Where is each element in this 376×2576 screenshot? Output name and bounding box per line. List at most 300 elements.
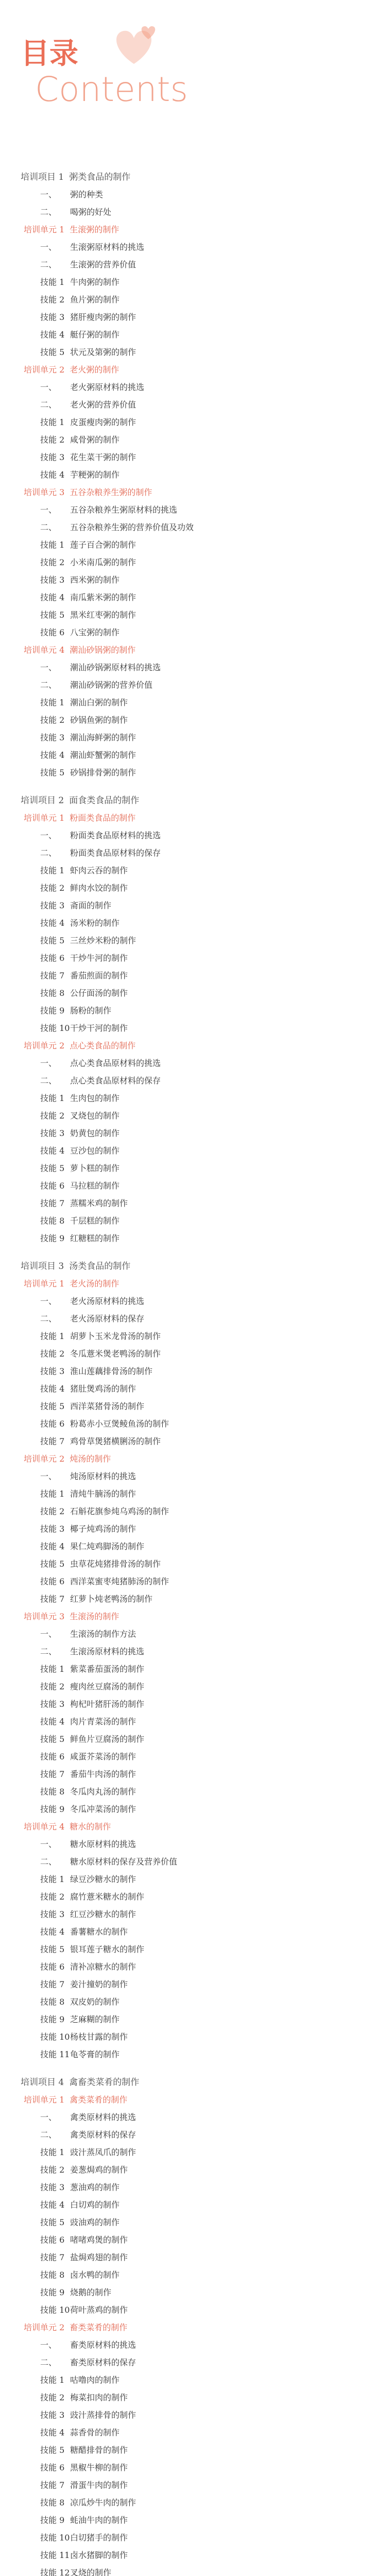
- toc-entry-title: 果仁炖鸡脚汤的制作: [70, 1541, 145, 1551]
- toc-entry-label: [21, 2013, 119, 2025]
- toc-entry-prefix: 技能 8: [40, 1997, 65, 2007]
- toc-entry-label: [21, 2321, 127, 2333]
- toc-entry-prefix: 一、: [40, 190, 57, 199]
- toc-entry-title: 汤类食品的制作: [69, 1261, 131, 1272]
- toc-entry-title: 豆沙包的制作: [70, 1146, 120, 1156]
- toc-entry-title: 炖汤原材料的挑选: [70, 1471, 136, 1481]
- toc-entry-title: 咸蛋芥菜汤的制作: [70, 1752, 136, 1761]
- toc-entry-title: 老火粥的营养价值: [70, 400, 136, 410]
- toc-entry-prefix: 技能 6: [40, 1419, 65, 1429]
- toc-entry-title: 粥的种类: [70, 190, 104, 199]
- toc-entry-prefix: 技能 3: [40, 1128, 65, 1138]
- toc-entry-prefix: 培训单元 4: [24, 1822, 65, 1832]
- toc-entry-title: 滑蛋牛肉的制作: [70, 2480, 128, 2490]
- toc-entry-label: [21, 276, 119, 287]
- toc-entry-prefix: 技能 5: [40, 936, 65, 945]
- toc-entry-label: [21, 1144, 119, 1156]
- toc-entry-prefix: 技能 5: [40, 1734, 65, 1744]
- toc-entry-prefix: 培训单元 2: [24, 2323, 65, 2332]
- toc-entry-label: [21, 1004, 111, 1016]
- toc-entry-label: [21, 882, 128, 893]
- toc-entry-prefix: 培训项目 3: [21, 1261, 64, 1272]
- toc-entry-title: 蒸糯米鸡的制作: [70, 1198, 128, 1208]
- toc-entry-prefix: 技能 4: [40, 918, 65, 928]
- toc-entry-title: 汤米粉的制作: [70, 918, 120, 928]
- toc-entry-title: 胡萝卜玉米龙骨汤的制作: [70, 1331, 161, 1341]
- toc-entry-prefix: 培训项目 2: [21, 795, 64, 806]
- toc-entry-prefix: 技能 5: [40, 2217, 65, 2227]
- toc-entry-label: [21, 899, 111, 911]
- toc-entry-label: [21, 1820, 111, 1832]
- toc-entry-prefix: 一、: [40, 831, 57, 840]
- toc-entry-title: 叉烧包的制作: [70, 1111, 120, 1121]
- toc-entry-title: 杨枝甘露的制作: [70, 2032, 128, 2042]
- toc-entry-label: [21, 2514, 128, 2526]
- toc-entry-prefix: 二、: [40, 2130, 57, 2140]
- toc-entry-prefix: 技能 4: [40, 1717, 65, 1726]
- toc-entry-prefix: 培训单元 4: [24, 645, 65, 655]
- toc-entry-prefix: 技能 4: [40, 2200, 65, 2210]
- toc-entry-title: 鸡骨草煲猪横脷汤的制作: [70, 1436, 161, 1446]
- toc-entry-label: [21, 1127, 119, 1139]
- toc-entry-prefix: 技能 3: [40, 2182, 65, 2192]
- toc-entry-prefix: 技能 4: [40, 2428, 65, 2437]
- toc-entry-title: 清炖牛腩汤的制作: [70, 1489, 136, 1499]
- toc-entry-title: 喝粥的好处: [70, 207, 112, 217]
- toc-entry-title: 砂锅鱼粥的制作: [70, 715, 128, 725]
- table-of-contents: [21, 155, 355, 2576]
- toc-entry-prefix: 技能 1: [40, 2147, 65, 2157]
- toc-entry-prefix: 技能 4: [40, 592, 65, 602]
- toc-entry-prefix: 技能 5: [40, 1944, 65, 1954]
- toc-entry-prefix: 技能 6: [40, 2463, 65, 2472]
- toc-entry-prefix: 技能 6: [40, 1181, 65, 1191]
- toc-entry-prefix: 技能 2: [40, 883, 65, 893]
- toc-entry-label: [21, 2286, 111, 2298]
- toc-entry-title: 葱油鸡的制作: [70, 2182, 120, 2192]
- toc-entry-label: [21, 2181, 119, 2193]
- toc-entry-label: [21, 1197, 128, 1209]
- toc-entry-title: 龟苓膏的制作: [70, 2049, 120, 2059]
- toc-entry-title: 老火粥的制作: [70, 365, 119, 375]
- toc-entry-label: [21, 1978, 128, 1990]
- toc-entry-prefix: 技能 5: [40, 1559, 65, 1569]
- toc-entry-label: [21, 1995, 119, 2007]
- toc-entry-title: 公仔面汤的制作: [70, 988, 128, 998]
- toc-entry-title: 艇仔粥的制作: [70, 330, 120, 340]
- toc-entry-prefix: 技能 12: [40, 2568, 70, 2576]
- toc-entry-prefix: 技能 8: [40, 1787, 65, 1797]
- toc-entry-title: 点心类食品原材料的保存: [70, 1076, 161, 1086]
- toc-entry-title: 芋粳粥的制作: [70, 470, 120, 480]
- toc-entry-title: 莲子百合粥的制作: [70, 540, 136, 550]
- toc-entry-prefix: 技能 3: [40, 2410, 65, 2420]
- toc-entry-title: 蒜香骨的制作: [70, 2428, 120, 2437]
- toc-entry-title: 粉葛赤小豆煲鲮鱼汤的制作: [70, 1419, 169, 1429]
- toc-entry-prefix: 一、: [40, 1471, 57, 1481]
- toc-entry-title: 豉油鸡的制作: [70, 2217, 120, 2227]
- toc-entry-label: [21, 1214, 119, 1226]
- toc-entry-label: [21, 864, 128, 876]
- toc-entry-title: 五谷杂粮养生粥的营养价值及功效: [70, 522, 194, 532]
- toc-entry-label: [21, 2426, 119, 2438]
- toc-entry-label: [21, 1259, 130, 1272]
- toc-entry-prefix: 技能 4: [40, 330, 65, 340]
- toc-entry-title: 老火汤原材料的挑选: [70, 1296, 145, 1306]
- toc-entry-title: 生滚粥的制作: [70, 225, 119, 234]
- toc-entry-prefix: 技能 8: [40, 2270, 65, 2280]
- toc-entry-label: [21, 2093, 127, 2105]
- toc-entry-label: [21, 2030, 128, 2042]
- toc-entry-label: [21, 2216, 119, 2228]
- toc-entry-title: 生滚粥原材料的挑选: [70, 242, 145, 252]
- toc-entry-prefix: 一、: [40, 1629, 57, 1639]
- toc-entry-title: 虾肉云吞的制作: [70, 866, 128, 875]
- toc-entry-title: 紫菜番茄蛋汤的制作: [70, 1664, 145, 1674]
- toc-entry-title: 南瓜紫米粥的制作: [70, 592, 136, 602]
- toc-entry-prefix: 技能 2: [40, 435, 65, 445]
- toc-entry-title: 潮汕虾蟹粥的制作: [70, 750, 136, 760]
- toc-entry-prefix: 技能 5: [40, 610, 65, 620]
- toc-entry-prefix: 技能 5: [40, 1163, 65, 1173]
- toc-entry-label: [21, 2163, 128, 2175]
- toc-entry-title: 冬瓜冲菜汤的制作: [70, 1804, 136, 1814]
- toc-entry-title: 豉汁蒸排骨的制作: [70, 2410, 136, 2420]
- toc-entry-prefix: 技能 2: [40, 1892, 65, 1902]
- toc-entry-title: 番茄煎面的制作: [70, 971, 128, 980]
- toc-entry-title: 炖汤的制作: [70, 1454, 111, 1464]
- toc-entry-title: 石斛花旗参炖乌鸡汤的制作: [70, 1506, 169, 1516]
- toc-entry-title: 姜葱焗鸡的制作: [70, 2165, 128, 2175]
- toc-entry-label: [21, 1277, 119, 1289]
- toc-entry-prefix: 技能 2: [40, 1682, 65, 1691]
- toc-entry-prefix: 技能 6: [40, 2235, 65, 2245]
- toc-entry-label: [21, 1109, 119, 1121]
- toc-entry-prefix: 二、: [40, 1647, 57, 1656]
- toc-entry-prefix: 技能 2: [40, 1506, 65, 1516]
- toc-entry-label: [21, 328, 119, 340]
- toc-entry-prefix: 技能 1: [40, 2375, 65, 2385]
- toc-entry-prefix: 技能 5: [40, 2445, 65, 2455]
- toc-entry-title: 花生菜干粥的制作: [70, 452, 136, 462]
- toc-entry-prefix: 培训项目 1: [21, 172, 64, 182]
- toc-entry-title: 肠粉的制作: [70, 1006, 112, 1015]
- toc-entry-prefix: 技能 2: [40, 557, 65, 567]
- toc-entry-prefix: 一、: [40, 1296, 57, 1306]
- toc-entry-label: [21, 917, 119, 928]
- toc-entry-prefix: 二、: [40, 848, 57, 858]
- toc-entry-label: [21, 2479, 128, 2490]
- toc-entry-title: 姜汁撞奶的制作: [70, 1979, 128, 1989]
- toc-entry-prefix: 技能 4: [40, 1146, 65, 1156]
- toc-entry-title: 潮汕砂锅粥的营养价值: [70, 680, 153, 690]
- toc-entry-prefix: 一、: [40, 2340, 57, 2350]
- toc-entry-title: 奶黄包的制作: [70, 1128, 120, 1138]
- toc-entry-prefix: 二、: [40, 207, 57, 217]
- toc-entry-prefix: 技能 8: [40, 2498, 65, 2507]
- toc-entry-title: 腐竹薏米糖水的制作: [70, 1892, 145, 1902]
- toc-entry-prefix: 技能 1: [40, 1489, 65, 1499]
- toc-entry-title: 双皮奶的制作: [70, 1997, 120, 2007]
- toc-entry-label: [21, 714, 128, 725]
- toc-entry-prefix: 培训单元 1: [24, 1279, 65, 1289]
- toc-entry-title: 盐焗鸡翅的制作: [70, 2252, 128, 2262]
- toc-entry-prefix: 技能 3: [40, 901, 65, 910]
- toc-entry-title: 番茄牛肉汤的制作: [70, 1769, 136, 1779]
- toc-entry-title: 畜类菜肴的制作: [70, 2323, 128, 2332]
- toc-entry-prefix: 二、: [40, 1076, 57, 1086]
- toc-entry-title: 老火汤的制作: [70, 1279, 119, 1289]
- toc-entry-title: 西洋菜猪骨汤的制作: [70, 1401, 145, 1411]
- toc-entry-prefix: 二、: [40, 400, 57, 410]
- toc-entry-prefix: 技能 10: [40, 2305, 70, 2315]
- toc-entry-title: 五谷杂粮养生粥原材料的挑选: [70, 505, 178, 515]
- toc-entry-title: 芝麻糊的制作: [70, 2014, 120, 2024]
- toc-entry-title: 糖醋排骨的制作: [70, 2445, 128, 2455]
- toc-entry-prefix: 技能 7: [40, 1594, 65, 1604]
- toc-entry-title: 千层糕的制作: [70, 1216, 120, 1226]
- toc-entry-prefix: 技能 1: [40, 1331, 65, 1341]
- toc-entry-prefix: 技能 4: [40, 1384, 65, 1394]
- toc-entry-prefix: 二、: [40, 2358, 57, 2367]
- page-title: 目录: [21, 37, 78, 71]
- toc-entry-title: 牛肉粥的制作: [70, 277, 120, 287]
- toc-entry-prefix: 技能 3: [40, 1909, 65, 1919]
- toc-entry-title: 清补凉糖水的制作: [70, 1962, 136, 1972]
- toc-entry-title: 点心类食品原材料的挑选: [70, 1058, 161, 1068]
- toc-entry-label: [21, 696, 128, 708]
- toc-entry-title: 八宝粥的制作: [70, 628, 120, 637]
- toc-entry-label: [21, 1232, 119, 1244]
- toc-entry-prefix: 技能 11: [40, 2550, 70, 2560]
- toc-entry-title: 鲜肉水饺的制作: [70, 883, 128, 893]
- toc-entry-prefix: 技能 3: [40, 575, 65, 585]
- toc-entry-title: 西米粥的制作: [70, 575, 120, 585]
- toc-entry-title: 鱼片粥的制作: [70, 295, 120, 304]
- toc-entry-label: [21, 573, 119, 585]
- toc-entry-title: 虫草花炖猪排骨汤的制作: [70, 1559, 161, 1569]
- toc-entry-prefix: 技能 2: [40, 2165, 65, 2175]
- toc-entry-prefix: 技能 4: [40, 470, 65, 480]
- toc-entry-label: [21, 2048, 119, 2060]
- toc-entry-prefix: 培训项目 4: [21, 2077, 64, 2088]
- toc-entry-prefix: 技能 1: [40, 866, 65, 875]
- toc-entry-prefix: 技能 9: [40, 2014, 65, 2024]
- toc-entry-title: 冬瓜肉丸汤的制作: [70, 1787, 136, 1797]
- toc-entry-prefix: 技能 7: [40, 2252, 65, 2262]
- toc-entry-title: 黑米红枣粥的制作: [70, 610, 136, 620]
- toc-entry-prefix: 技能 9: [40, 2515, 65, 2525]
- toc-entry-prefix: 技能 7: [40, 2480, 65, 2490]
- toc-entry-prefix: 一、: [40, 2112, 57, 2122]
- toc-entry-prefix: 技能 6: [40, 953, 65, 963]
- toc-entry-title: 梅菜扣肉的制作: [70, 2393, 128, 2402]
- toc-entry-label: [21, 2461, 128, 2473]
- toc-entry-title: 潮汕白粥的制作: [70, 698, 128, 707]
- toc-entry-title: 状元及第粥的制作: [70, 347, 136, 357]
- toc-entry-page: [142, 0, 355, 2576]
- toc-entry-label: [21, 1022, 128, 1033]
- toc-entry-title: 凉瓜炒牛肉的制作: [70, 2498, 136, 2507]
- toc-entry-title: 干炒干河的制作: [70, 1023, 128, 1033]
- toc-entry-prefix: 技能 3: [40, 1699, 65, 1709]
- toc-entry-title: 禽类菜肴的制作: [70, 2095, 128, 2105]
- toc-entry-title: 冬瓜薏米煲老鸭汤的制作: [70, 1349, 161, 1359]
- toc-entry-title: 禽类原材料的保存: [70, 2130, 136, 2140]
- toc-entry-prefix: 技能 10: [40, 1023, 70, 1033]
- toc-entry-title: 萝卜糕的制作: [70, 1163, 120, 1173]
- toc-entry-title: 粉面类食品的制作: [70, 813, 136, 823]
- toc-entry-prefix: 一、: [40, 505, 57, 515]
- toc-entry-title: 黑椒牛柳的制作: [70, 2463, 128, 2472]
- toc-entry-label: [21, 1162, 119, 1174]
- toc-entry-label: [21, 987, 128, 998]
- toc-entry-prefix: 技能 9: [40, 1006, 65, 1015]
- toc-entry-prefix: 培训单元 1: [24, 225, 65, 234]
- toc-entry-prefix: 培训单元 2: [24, 365, 65, 375]
- toc-entry-prefix: 培训单元 3: [24, 487, 65, 497]
- toc-entry-prefix: 一、: [40, 242, 57, 252]
- toc-entry-title: 番薯糖水的制作: [70, 1927, 128, 1937]
- toc-entry-prefix: 技能 5: [40, 768, 65, 777]
- toc-entry-title: 红萝卜炖老鸭汤的制作: [70, 1594, 153, 1604]
- toc-entry-title: 肉片青菜汤的制作: [70, 1717, 136, 1726]
- toc-entry-title: 椰子炖鸡汤的制作: [70, 1524, 136, 1534]
- toc-entry-prefix: 培训单元 3: [24, 1612, 65, 1621]
- toc-entry-prefix: 技能 2: [40, 295, 65, 304]
- toc-entry-title: 糖水原材料的挑选: [70, 1839, 136, 1849]
- toc-entry-label: [21, 2198, 119, 2210]
- toc-entry-title: 生滚汤原材料的挑选: [70, 1647, 145, 1656]
- toc-entry-prefix: 技能 11: [40, 2049, 70, 2059]
- toc-entry-title: 三丝炒米粉的制作: [70, 936, 136, 945]
- toc-entry-prefix: 技能 3: [40, 1366, 65, 1376]
- toc-entry-prefix: 二、: [40, 522, 57, 532]
- toc-entry-title: 五谷杂粮养生粥的制作: [70, 487, 152, 497]
- toc-entry-prefix: 一、: [40, 1839, 57, 1849]
- toc-entry-label: [21, 1610, 119, 1622]
- toc-entry-prefix: 技能 7: [40, 1979, 65, 1989]
- toc-entry-label: [21, 293, 119, 305]
- toc-entry-label: [21, 2303, 128, 2315]
- toc-entry-title: 面食类食品的制作: [69, 795, 140, 806]
- toc-entry-title: 卤水鸭的制作: [70, 2270, 120, 2280]
- page-subtitle: Contents: [35, 70, 188, 109]
- toc-entry-prefix: 技能 10: [40, 2032, 70, 2042]
- toc-entry-prefix: 技能 4: [40, 1927, 65, 1937]
- toc-entry-title: 糖水的制作: [70, 1822, 111, 1832]
- toc-entry-title: 禽类原材料的挑选: [70, 2112, 136, 2122]
- toc-entry-label: [21, 223, 119, 235]
- toc-entry-title: 畜类原材料的保存: [70, 2358, 136, 2367]
- toc-entry-title: 鲜鱼片豆腐汤的制作: [70, 1734, 145, 1744]
- toc-entry-title: 啫啫鸡煲的制作: [70, 2235, 128, 2245]
- toc-entry-label: [21, 2391, 128, 2403]
- toc-entry-label: [21, 2531, 128, 2543]
- toc-entry-prefix: 二、: [40, 1314, 57, 1324]
- toc-entry-prefix: 技能 1: [40, 1874, 65, 1884]
- toc-entry-prefix: 技能 3: [40, 452, 65, 462]
- toc-entry-title: 潮汕海鲜粥的制作: [70, 733, 136, 742]
- toc-entry-title: 粉面类食品原材料的挑选: [70, 831, 161, 840]
- toc-entry-prefix: 技能 6: [40, 1577, 65, 1586]
- toc-entry-prefix: 技能 3: [40, 733, 65, 742]
- toc-entry-title: 糖水原材料的保存及营养价值: [70, 1857, 178, 1867]
- toc-entry-title: 生肉包的制作: [70, 1093, 120, 1103]
- toc-entry-title: 皮蛋瘦肉粥的制作: [70, 417, 136, 427]
- toc-entry-label: [21, 952, 128, 963]
- toc-entry-prefix: 一、: [40, 382, 57, 392]
- toc-entry-title: 点心类食品的制作: [70, 1041, 136, 1050]
- toc-entry-prefix: 技能 1: [40, 417, 65, 427]
- toc-entry-title: 禽畜类菜肴的制作: [69, 2077, 140, 2088]
- toc-entry-prefix: 技能 7: [40, 1198, 65, 1208]
- toc-entry-label: [21, 2268, 119, 2280]
- toc-entry-title: 淮山莲藕排骨汤的制作: [70, 1366, 153, 1376]
- toc-entry-label: [21, 1452, 111, 1464]
- toc-entry-prefix: 技能 9: [40, 1233, 65, 1243]
- toc-entry-prefix: 一、: [40, 1058, 57, 1068]
- toc-entry-label: [21, 1179, 119, 1191]
- toc-entry-label: [21, 2374, 119, 2385]
- toc-entry-prefix: 培训单元 2: [24, 1454, 65, 1464]
- toc-entry-prefix: 技能 2: [40, 1349, 65, 1359]
- toc-entry-title: 叉烧的制作: [70, 2568, 112, 2576]
- toc-entry-title: 咸骨粥的制作: [70, 435, 120, 445]
- toc-entry-title: 咕噜肉的制作: [70, 2375, 120, 2385]
- toc-entry-title: 荷叶蒸鸡的制作: [70, 2305, 128, 2315]
- toc-entry-prefix: 技能 3: [40, 312, 65, 322]
- toc-entry-label: [21, 2233, 128, 2245]
- toc-entry-label: [21, 468, 119, 480]
- toc-entry-prefix: 培训单元 1: [24, 813, 65, 823]
- toc-entry-title: 猪肝瘦肉粥的制作: [70, 312, 136, 322]
- toc-entry-prefix: 技能 2: [40, 1111, 65, 1121]
- toc-entry-label: [21, 969, 128, 981]
- toc-entry-prefix: 技能 7: [40, 1769, 65, 1779]
- toc-entry-label: [21, 626, 119, 638]
- toc-entry-title: 绿豆沙糖水的制作: [70, 1874, 136, 1884]
- toc-entry-prefix: 技能 8: [40, 1216, 65, 1226]
- toc-entry-title: 粉面类食品原材料的保存: [70, 848, 161, 858]
- toc-entry-title: 瘦肉丝豆腐汤的制作: [70, 1682, 145, 1691]
- toc-entry-title: 老火汤原材料的保存: [70, 1314, 145, 1324]
- toc-entry-prefix: 技能 6: [40, 628, 65, 637]
- toc-entry-prefix: 技能 1: [40, 1093, 65, 1103]
- toc-entry-title: 砂锅排骨粥的制作: [70, 768, 136, 777]
- toc-entry-prefix: 技能 1: [40, 1664, 65, 1674]
- toc-entry-title: 蚝油牛肉的制作: [70, 2515, 128, 2525]
- toc-entry-title: 潮汕砂锅粥的制作: [70, 645, 136, 655]
- toc-entry-prefix: 二、: [40, 1857, 57, 1867]
- toc-entry-prefix: 技能 6: [40, 1752, 65, 1761]
- toc-entry-title: 生滚汤的制作: [70, 1612, 119, 1621]
- toc-entry-label: [21, 1925, 128, 1937]
- toc-entry-prefix: 技能 6: [40, 1962, 65, 1972]
- toc-entry-prefix: 培训单元 2: [24, 1041, 65, 1050]
- toc-entry-title: 粥类食品的制作: [69, 172, 131, 182]
- toc-entry-title: 枸杞叶猪肝汤的制作: [70, 1699, 145, 1709]
- toc-entry-prefix: 技能 1: [40, 698, 65, 707]
- toc-entry-prefix: 技能 2: [40, 715, 65, 725]
- toc-entry-prefix: 技能 5: [40, 347, 65, 357]
- toc-entry-prefix: 技能 3: [40, 1524, 65, 1534]
- toc-entry-prefix: 技能 9: [40, 1804, 65, 1814]
- toc-entry-prefix: 二、: [40, 260, 57, 269]
- toc-entry-title: 卤水猪脚的制作: [70, 2550, 128, 2560]
- toc-entry-prefix: 技能 9: [40, 2287, 65, 2297]
- toc-entry-prefix: 技能 4: [40, 1541, 65, 1551]
